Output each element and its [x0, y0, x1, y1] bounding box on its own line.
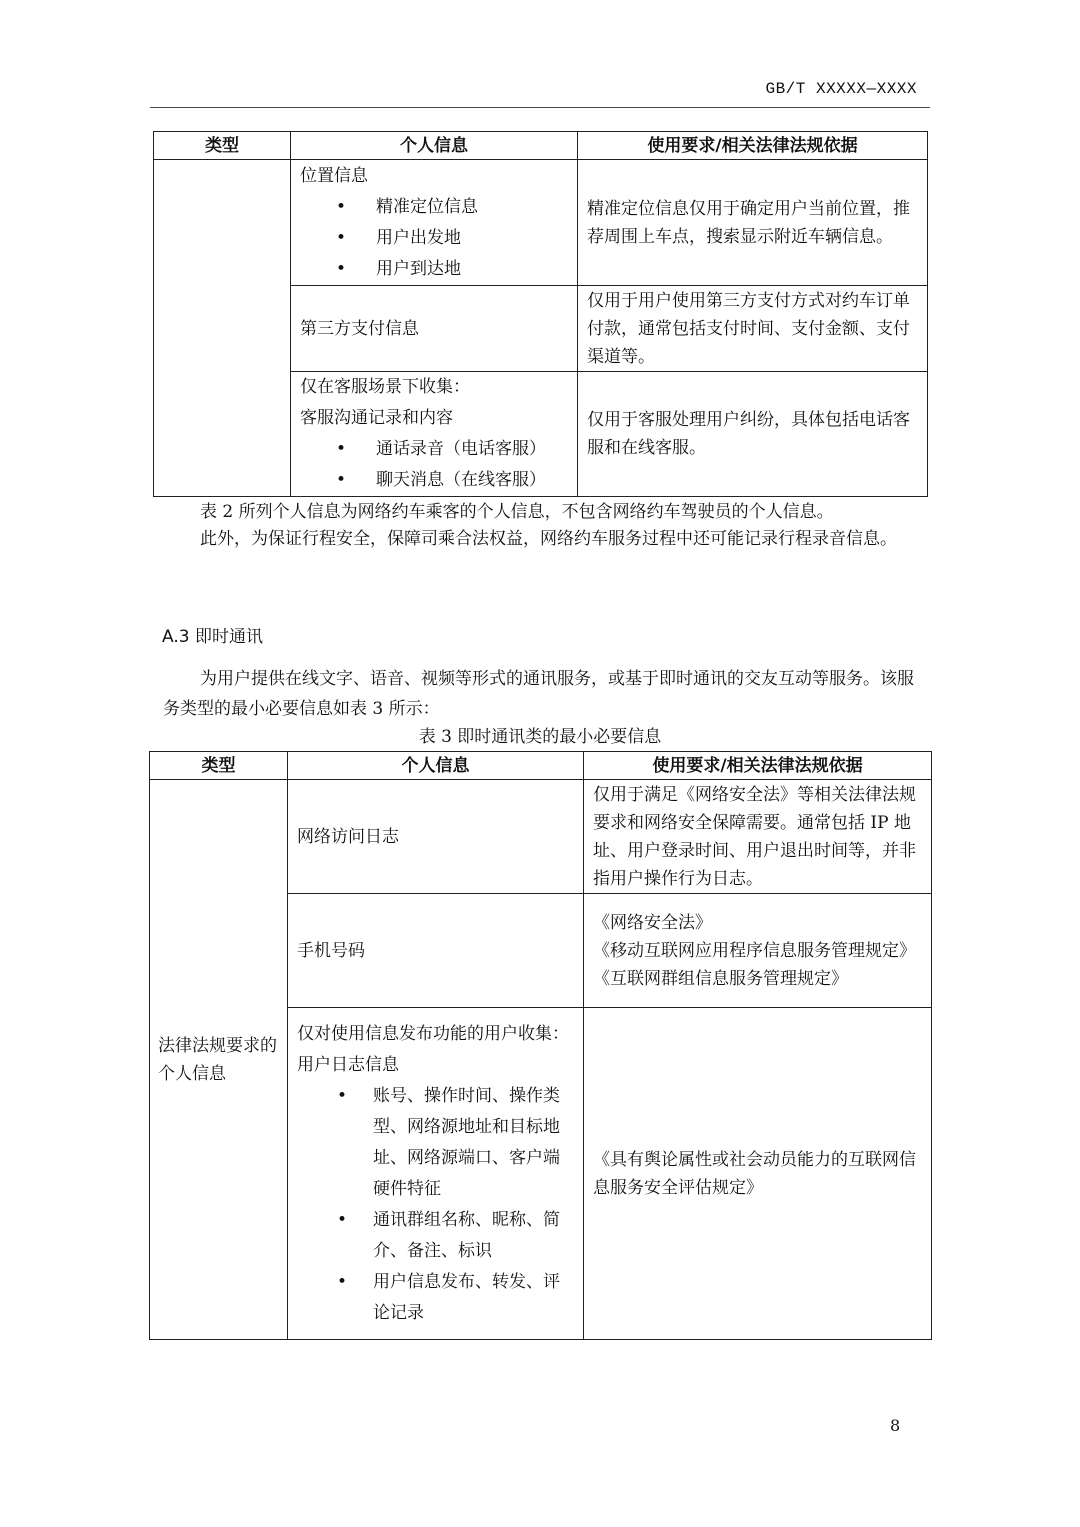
- bullet-list: [297, 1081, 574, 1329]
- list-item: • 用户到达地: [300, 254, 568, 285]
- info-title: 仅对使用信息发布功能的用户收集：: [297, 1023, 569, 1044]
- requirement-cell: 仅用于满足《网络安全法》等相关法律法规要求和网络安全保障需要。通常包括 IP 地址、用户登录时间、用户退出时间等，并非指用户操作行为日志。: [584, 780, 932, 894]
- list-item: • 精准定位信息: [300, 192, 568, 223]
- bullet-icon: •: [337, 1271, 348, 1292]
- section-heading: A.3 即时通讯: [162, 627, 263, 647]
- list-item: • 通讯群组名称、昵称、简介、备注、标识: [297, 1205, 574, 1267]
- list-item: • 用户出发地: [300, 223, 568, 254]
- table-caption: 表 3 即时通讯类的最小必要信息: [418, 727, 662, 747]
- bullet-icon: •: [336, 439, 347, 459]
- header-requirement: 使用要求/相关法律法规依据: [584, 752, 932, 780]
- bullet-icon: •: [336, 227, 347, 248]
- table-header-row: [150, 752, 932, 780]
- header-type: 类型: [154, 132, 291, 160]
- list-item: • 通话录音（电话客服）: [300, 434, 568, 465]
- paragraph: 为用户提供在线文字、语音、视频等形式的通讯服务，或基于即时通讯的交友互动等服务。该服务类型的最小必要信息如表 3 所示：: [163, 669, 914, 719]
- header-personal-info: 个人信息: [291, 132, 578, 160]
- info-title: 位置信息: [300, 165, 368, 186]
- bullet-list: [300, 192, 568, 285]
- type-cell: 法律法规要求的个人信息: [150, 780, 288, 1340]
- personal-info-cell: 网络访问日志: [288, 780, 584, 894]
- requirement-cell: 仅用于用户使用第三方支付方式对约车订单付款，通常包括支付时间、支付金额、支付渠道等。: [578, 286, 928, 372]
- header-type: 类型: [150, 752, 288, 780]
- requirement-cell: 精准定位信息仅用于确定用户当前位置，推荐周围上车点，搜索显示附近车辆信息。: [578, 160, 928, 286]
- page-number: 8: [890, 1416, 901, 1435]
- personal-info-cell: [291, 160, 578, 286]
- requirement-cell: 《具有舆论属性或社会动员能力的互联网信息服务安全评估规定》: [584, 1008, 932, 1340]
- table-row: [154, 160, 928, 286]
- standard-code: GB/T XXXXX—XXXX: [765, 80, 917, 98]
- paragraph: 表 2 所列个人信息为网络约车乘客的个人信息，不包含网络约车驾驶员的个人信息。: [200, 502, 834, 522]
- law-item: 《网络安全法》: [593, 912, 712, 933]
- info-title: 仅在客服场景下收集：: [300, 377, 470, 397]
- bullet-icon: •: [337, 1085, 348, 1106]
- header-requirement: 使用要求/相关法律法规依据: [578, 132, 928, 160]
- list-item: • 账号、操作时间、操作类型、网络源地址和目标地址、网络源端口、客户端硬件特征: [297, 1081, 574, 1205]
- personal-info-cell: 手机号码: [288, 894, 584, 1008]
- personal-info-cell: 第三方支付信息: [291, 286, 578, 372]
- bullet-icon: •: [337, 1209, 348, 1230]
- law-item: 《互联网群组信息服务管理规定》: [593, 968, 848, 989]
- paragraph: 此外，为保证行程安全，保障司乘合法权益，网络约车服务过程中还可能记录行程录音信息。: [200, 529, 897, 549]
- requirement-cell: 仅用于客服处理用户纠纷，具体包括电话客服和在线客服。: [578, 372, 928, 497]
- table-2: [153, 131, 928, 497]
- list-item: • 聊天消息（在线客服）: [300, 465, 568, 496]
- bullet-icon: •: [336, 196, 347, 217]
- personal-info-cell: [288, 1008, 584, 1340]
- info-subtitle: 客服沟通记录和内容: [300, 408, 453, 428]
- info-subtitle: 用户日志信息: [297, 1054, 399, 1075]
- header-personal-info: 个人信息: [288, 752, 584, 780]
- law-item: 《移动互联网应用程序信息服务管理规定》: [593, 940, 916, 961]
- requirement-cell: [584, 894, 932, 1008]
- header-rule: [150, 107, 930, 108]
- type-cell: [154, 160, 291, 497]
- list-item: • 用户信息发布、转发、评论记录: [297, 1267, 574, 1329]
- table-row: [150, 780, 932, 894]
- bullet-icon: •: [336, 470, 347, 490]
- bullet-list: [300, 434, 568, 496]
- bullet-icon: •: [336, 258, 347, 279]
- table-3: [149, 751, 932, 1340]
- personal-info-cell: [291, 372, 578, 497]
- table-header-row: [154, 132, 928, 160]
